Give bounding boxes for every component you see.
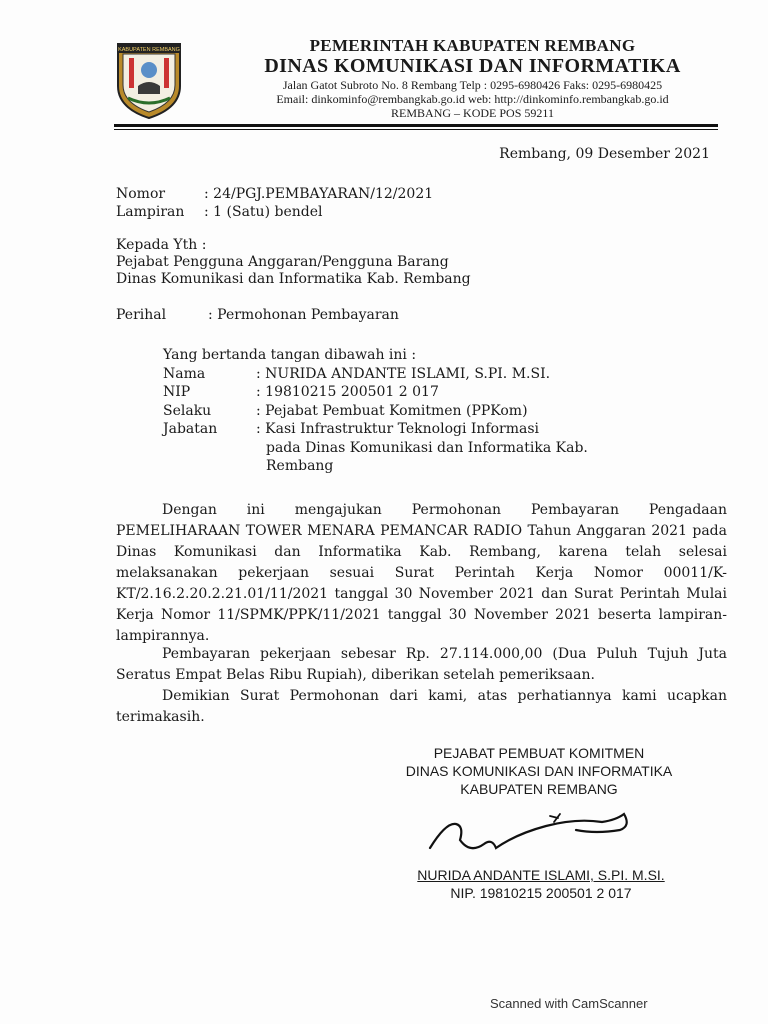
camscanner-watermark: Scanned with CamScanner <box>490 996 648 1011</box>
svg-text:KABUPATEN REMBANG: KABUPATEN REMBANG <box>118 47 180 53</box>
signatory-intro: Yang bertanda tangan dibawah ini : <box>163 347 417 363</box>
signer-name: NURIDA ANDANTE ISLAMI, S.PI. M.SI. <box>417 867 665 883</box>
closing-agency: DINAS KOMUNIKASI DAN INFORMATIKA <box>405 763 673 779</box>
closing-block <box>374 744 704 798</box>
lampiran-row <box>116 204 322 220</box>
letterhead-address: Jalan Gatot Subroto No. 8 Rembang Telp : 0295-6980426 Faks: 0295-6980425 <box>282 78 663 92</box>
signatory-row-nama <box>163 365 646 384</box>
perihal-label: Perihal <box>116 307 167 323</box>
body-paragraph-2-text: Pembayaran pekerjaan sebesar Rp. 27.114.000,00 (Dua Puluh Tujuh Juta Seratus Empat Belas Ribu Rupiah), diberikan setelah pemeriksaan. <box>116 646 727 683</box>
letterhead <box>195 36 750 120</box>
signatory-row-label: Nama <box>163 365 206 382</box>
recipient-block <box>116 237 471 288</box>
signatory-row-jabatan <box>163 420 646 439</box>
signatory-jabatan-continued <box>163 439 646 458</box>
signatory-row-selaku <box>163 402 646 421</box>
lampiran-value: : 1 (Satu) bendel <box>204 204 323 220</box>
nomor-row <box>116 186 433 202</box>
letterhead-contact: Email: dinkominfo@rembangkab.go.id web: http://dinkominfo.rembangkab.go.id <box>276 92 669 106</box>
body-paragraph-1-text: Dengan ini mengajukan Permohonan Pembayaran Pengadaan PEMELIHARAAN TOWER MENARA PEMANCAR RADIO Tahun Anggaran 2021 pada Dinas Komunikasi dan Informatika Kab. Rembang, karena telah selesai melaksanakan pekerjaan sesuai Surat Perintah Kerja Nomor 00011/K-KT/2.16.2.20.2.21.01/11/2021 tanggal 30 November 2021 dan Surat Perintah Mulai Kerja Nomor 11/SPMK/PPK/11/2021 tanggal 30 November 2021 beserta lampiran-lampirannya. <box>116 502 727 644</box>
body-paragraph-2 <box>116 644 727 686</box>
signatory-row-label: Jabatan <box>163 421 218 437</box>
signatory-row-label: NIP <box>163 384 191 400</box>
signatory-row-value: : Pejabat Pembuat Komitmen (PPKom) <box>256 402 528 419</box>
letterhead-divider-thin <box>114 129 718 130</box>
body-paragraph-1 <box>116 500 727 647</box>
body-paragraph-3-text: Demikian Surat Permohonan dari kami, atas perhatiannya kami ucapkan terimakasih. <box>116 688 727 725</box>
signatory-row-label: Selaku <box>163 402 212 419</box>
signatory-row-value: : NURIDA ANDANTE ISLAMI, S.PI. M.SI. <box>256 365 551 382</box>
signer-nip: NIP. 19810215 200501 2 017 <box>450 885 632 901</box>
closing-regency: KABUPATEN REMBANG <box>460 781 618 797</box>
recipient-title: Pejabat Pengguna Anggaran/Pengguna Barang <box>116 254 449 270</box>
signatory-details <box>163 346 646 476</box>
letterhead-divider-thick <box>114 124 718 127</box>
perihal-row <box>116 307 399 323</box>
letterhead-government: PEMERINTAH KABUPATEN REMBANG <box>309 36 636 55</box>
regency-emblem-logo <box>114 42 184 120</box>
nomor-label: Nomor <box>116 186 166 202</box>
jabatan-continued-1: pada Dinas Komunikasi dan Informatika Kab. <box>266 439 588 456</box>
letterhead-agency: DINAS KOMUNIKASI DAN INFORMATIKA <box>264 55 681 77</box>
jabatan-continued-2: Rembang <box>266 458 334 474</box>
signatory-row-value: : 19810215 200501 2 017 <box>256 384 439 400</box>
perihal-value: : Permohonan Pembayaran <box>208 307 399 323</box>
signatory-jabatan-continued <box>163 457 646 476</box>
signer-identity <box>386 866 696 902</box>
signatory-row-value: : Kasi Infrastruktur Teknologi Informasi <box>256 421 540 437</box>
body-paragraph-3 <box>116 686 727 728</box>
signatory-row-nip <box>163 383 646 402</box>
recipient-greeting: Kepada Yth : <box>116 237 207 253</box>
lampiran-label: Lampiran <box>116 204 185 220</box>
nomor-value: : 24/PGJ.PEMBAYARAN/12/2021 <box>204 186 434 202</box>
handwritten-signature <box>426 804 646 864</box>
letterhead-postcode: REMBANG – KODE POS 59211 <box>391 106 554 120</box>
recipient-agency: Dinas Komunikasi dan Informatika Kab. Rembang <box>116 271 471 287</box>
letter-date: Rembang, 09 Desember 2021 <box>499 146 710 162</box>
closing-title: PEJABAT PEMBUAT KOMITMEN <box>433 745 645 761</box>
